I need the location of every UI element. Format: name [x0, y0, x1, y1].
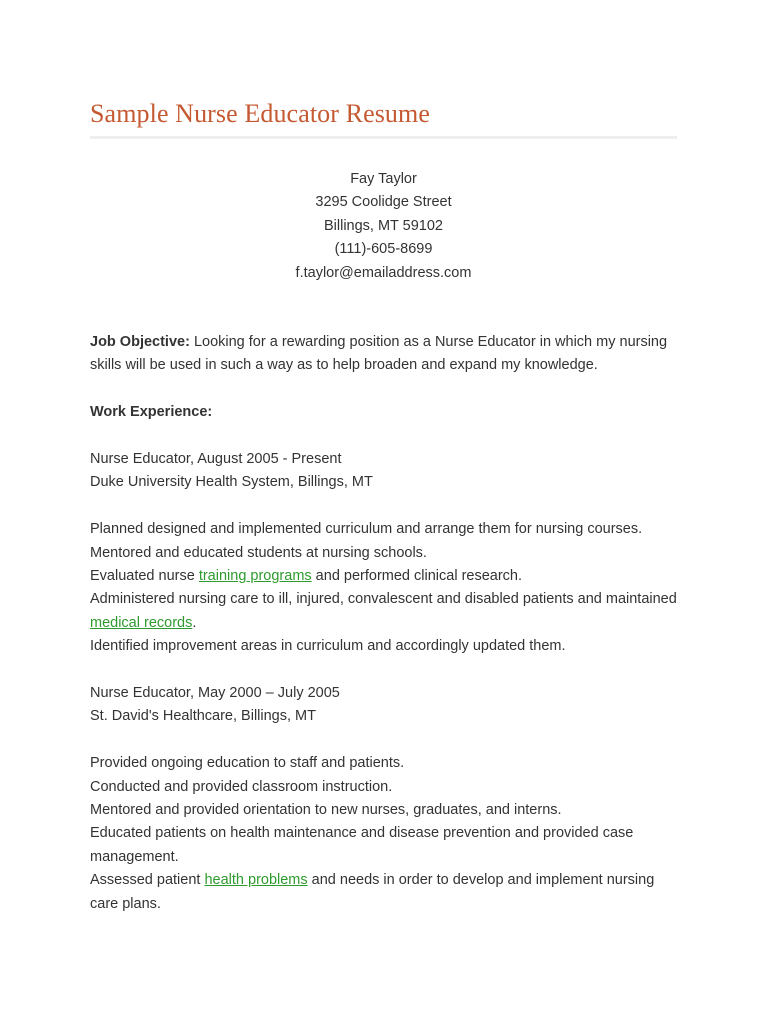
job-objective-text: Looking for a rewarding position as a Nurse Educator in which my nursing skills will be used in such a way as to help broaden and expand my knowledge.: [90, 334, 668, 374]
duty-item: Identified improvement areas in curriculum and accordingly updated them.: [90, 638, 566, 655]
duty-item: Planned designed and implemented curriculum and arrange them for nursing courses.: [90, 521, 643, 538]
duty-item: Conducted and provided classroom instruction.: [90, 778, 393, 795]
duty-text: and needs in order to develop and implement nursing care plans.: [90, 872, 655, 912]
job-objective-label: Job Objective:: [90, 334, 190, 351]
job-duties: [90, 752, 680, 916]
duty-text: Evaluated nurse: [90, 568, 199, 585]
duty-text: and performed clinical research.: [311, 568, 523, 585]
job-title-line: Nurse Educator, May 2000 – July 2005: [90, 685, 340, 702]
job-title-line: Nurse Educator, August 2005 - Present: [90, 451, 342, 468]
training-programs-link[interactable]: training programs: [198, 568, 312, 585]
duty-item: [90, 869, 680, 916]
work-experience-heading: Work Experience:: [90, 404, 213, 421]
resume-page: [90, 96, 680, 916]
duty-item: Mentored and provided orientation to new nurses, graduates, and interns.: [90, 802, 562, 819]
duty-text: .: [192, 614, 197, 631]
contact-phone: (111)-605-8699: [334, 241, 433, 258]
page-title: Sample Nurse Educator Resume: [90, 99, 430, 128]
job-employer-line: Duke University Health System, Billings, MT: [90, 474, 373, 491]
duty-text: Administered nursing care to ill, injured, convalescent and disabled patients and maintained: [90, 591, 677, 608]
duty-item: Provided ongoing education to staff and patients.: [90, 755, 405, 772]
health-problems-link[interactable]: health problems: [204, 872, 308, 889]
duty-item: [90, 588, 680, 635]
contact-block: [90, 168, 677, 285]
contact-name: Fay Taylor: [350, 171, 417, 187]
job-duties: [90, 518, 680, 658]
contact-street: 3295 Coolidge Street: [315, 194, 452, 211]
duty-item: [90, 565, 680, 588]
duty-text: Assessed patient: [90, 872, 205, 889]
job-employer-line: St. David's Healthcare, Billings, MT: [90, 708, 316, 725]
job-objective: [90, 331, 680, 378]
medical-records-link[interactable]: medical records: [90, 614, 193, 631]
duty-item: Educated patients on health maintenance and disease prevention and provided case management.: [90, 825, 634, 865]
contact-email: f.taylor@emailaddress.com: [295, 264, 472, 281]
contact-city: Billings, MT 59102: [323, 217, 444, 234]
title-divider: [90, 136, 677, 139]
job-entry: [90, 682, 680, 729]
duty-item: Mentored and educated students at nursing schools.: [90, 544, 427, 561]
job-entry: [90, 448, 680, 495]
